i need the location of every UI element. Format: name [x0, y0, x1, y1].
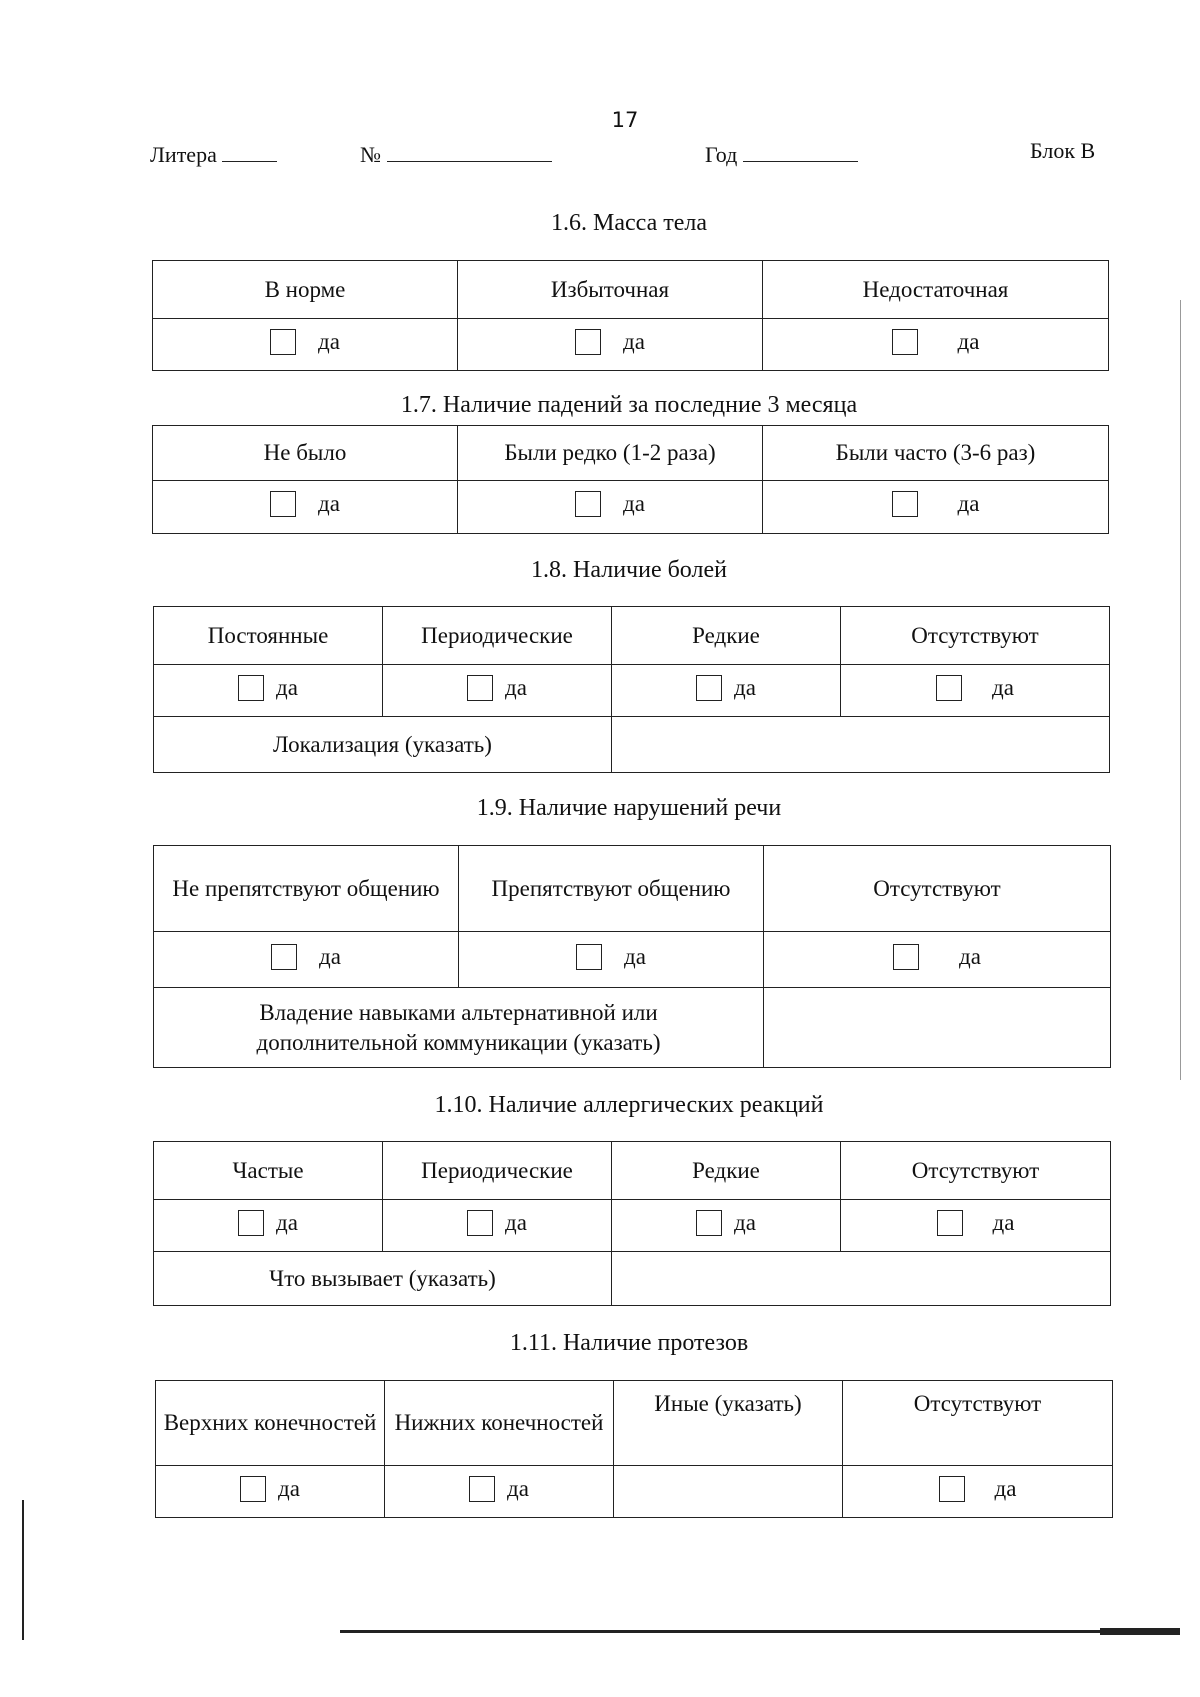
column-header: Верхних конечностей [156, 1381, 385, 1466]
checkbox-label: да [507, 1475, 529, 1501]
section-title-prostheses: 1.11. Наличие протезов [509, 1330, 749, 1356]
table-falls [152, 425, 1109, 534]
option-cell [458, 481, 763, 534]
checkbox[interactable] [270, 491, 296, 517]
option-cell [156, 1466, 385, 1518]
column-header: Отсутствуют [764, 846, 1111, 932]
table-speech [153, 845, 1111, 1068]
checkbox-label: да [623, 328, 645, 354]
option-cell [383, 1200, 612, 1252]
column-header: Постоянные [154, 607, 383, 665]
page-number: 17 [611, 108, 639, 132]
checkbox[interactable] [937, 1210, 963, 1236]
column-header: Иные (указать) [614, 1381, 843, 1466]
column-header: Нижних конечностей [385, 1381, 614, 1466]
checkbox[interactable] [575, 491, 601, 517]
checkbox[interactable] [240, 1476, 266, 1502]
column-header: Были часто (3-6 раз) [763, 426, 1109, 481]
checkbox[interactable] [575, 329, 601, 355]
checkbox[interactable] [467, 1210, 493, 1236]
table-prostheses [155, 1380, 1113, 1518]
column-header: Препятствуют общению [459, 846, 764, 932]
checkbox-label: да [992, 1209, 1015, 1235]
column-header: Периодические [383, 1142, 612, 1200]
checkbox-label: да [505, 674, 527, 700]
option-cell [153, 319, 458, 371]
other-prosthesis-input[interactable] [614, 1466, 843, 1518]
column-header: В норме [153, 261, 458, 319]
column-header: Редкие [612, 607, 841, 665]
option-cell [763, 481, 1109, 534]
checkbox[interactable] [238, 675, 264, 701]
allergen-label: Что вызывает (указать) [154, 1252, 612, 1306]
checkbox-label: да [957, 328, 980, 354]
allergen-input[interactable] [612, 1252, 1111, 1306]
checkbox[interactable] [576, 944, 602, 970]
checkbox-label: да [318, 328, 340, 354]
number-label: № [360, 142, 381, 167]
option-cell [154, 665, 383, 717]
column-header: Были редко (1-2 раза) [458, 426, 763, 481]
year-label: Год [705, 142, 738, 167]
column-header: Избыточная [458, 261, 763, 319]
column-header: Не препятствуют общению [154, 846, 459, 932]
option-cell [383, 665, 612, 717]
checkbox[interactable] [892, 329, 918, 355]
checkbox[interactable] [892, 491, 918, 517]
checkbox-label: да [505, 1209, 527, 1235]
option-cell [612, 1200, 841, 1252]
litera-input[interactable] [222, 143, 277, 162]
block-label: Блок В [1030, 138, 1096, 163]
column-header: Отсутствуют [841, 607, 1110, 665]
section-title-body-mass: 1.6. Масса тела [550, 210, 707, 236]
checkbox[interactable] [696, 675, 722, 701]
checkbox-label: да [278, 1475, 300, 1501]
section-title-falls: 1.7. Наличие падений за последние 3 месяца [400, 392, 858, 418]
column-header: Редкие [612, 1142, 841, 1200]
checkbox-label: да [734, 1209, 756, 1235]
option-cell [154, 1200, 383, 1252]
column-header: Частые [154, 1142, 383, 1200]
checkbox[interactable] [893, 944, 919, 970]
table-pain [153, 606, 1110, 773]
section-title-speech: 1.9. Наличие нарушений речи [476, 795, 782, 821]
option-cell [764, 932, 1111, 988]
checkbox-label: да [276, 1209, 298, 1235]
checkbox[interactable] [696, 1210, 722, 1236]
localization-label: Локализация (указать) [154, 717, 612, 773]
number-field [360, 142, 552, 168]
option-cell [153, 481, 458, 534]
option-cell [612, 665, 841, 717]
column-header: Отсутствуют [841, 1142, 1111, 1200]
option-cell [763, 319, 1109, 371]
localization-input[interactable] [612, 717, 1110, 773]
checkbox[interactable] [939, 1476, 965, 1502]
option-cell [841, 1200, 1111, 1252]
option-cell [458, 319, 763, 371]
checkbox-label: да [734, 674, 756, 700]
option-cell [843, 1466, 1113, 1518]
checkbox[interactable] [467, 675, 493, 701]
option-cell [841, 665, 1110, 717]
checkbox[interactable] [238, 1210, 264, 1236]
column-header: Не было [153, 426, 458, 481]
scan-bottom-line-thick [1100, 1628, 1180, 1635]
number-input[interactable] [387, 143, 552, 162]
scan-edge-line-left [22, 1500, 24, 1640]
section-title-pain: 1.8. Наличие болей [531, 557, 727, 583]
table-allergy [153, 1141, 1111, 1306]
scan-bottom-line-thin [340, 1630, 1180, 1633]
checkbox-label: да [959, 943, 981, 969]
checkbox[interactable] [936, 675, 962, 701]
column-header: Недостаточная [763, 261, 1109, 319]
checkbox-label: да [992, 674, 1014, 700]
scan-edge-line-right [1180, 300, 1181, 1080]
checkbox[interactable] [270, 329, 296, 355]
checkbox-label: да [319, 943, 341, 969]
checkbox-label: да [276, 674, 298, 700]
option-cell [154, 932, 459, 988]
communication-input[interactable] [764, 988, 1111, 1068]
checkbox-label: да [624, 943, 646, 969]
checkbox-label: да [994, 1475, 1017, 1501]
checkbox[interactable] [271, 944, 297, 970]
option-cell [459, 932, 764, 988]
checkbox[interactable] [469, 1476, 495, 1502]
section-title-allergy: 1.10. Наличие аллергических реакций [434, 1092, 824, 1118]
column-header: Отсутствуют [843, 1381, 1113, 1466]
column-header: Периодические [383, 607, 612, 665]
checkbox-label: да [957, 491, 980, 516]
litera-label: Литера [150, 142, 217, 167]
option-cell [385, 1466, 614, 1518]
year-input[interactable] [743, 143, 858, 162]
table-body-mass [152, 260, 1109, 371]
checkbox-label: да [318, 491, 340, 516]
year-field [705, 142, 858, 168]
checkbox-label: да [623, 491, 645, 516]
communication-label: Владение навыками альтернативной или дополнительной коммуникации (указать) [154, 988, 764, 1068]
litera-field [150, 142, 277, 168]
